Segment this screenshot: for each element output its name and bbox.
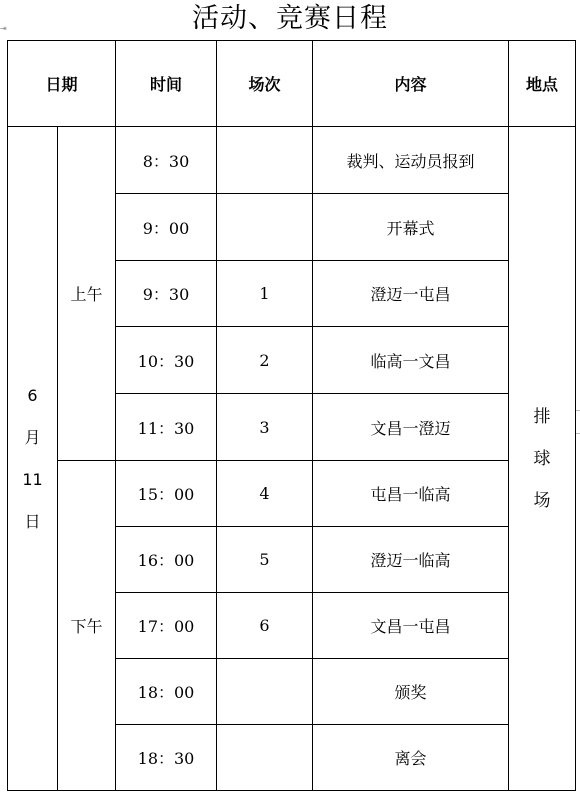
content-cell: 离会 [313, 725, 509, 791]
time-cell: 18：30 [116, 725, 217, 791]
venue-char: 排 [533, 406, 551, 427]
round-cell: 5 [217, 527, 313, 593]
round-cell [217, 725, 313, 791]
time-cell: 15：00 [116, 461, 217, 527]
time-cell: 9：00 [116, 194, 217, 261]
date-month-unit: 月 [24, 427, 41, 447]
content-cell: 澄迈一屯昌 [313, 261, 509, 327]
content-cell: 文昌一屯昌 [313, 593, 509, 659]
content-cell: 屯昌一临高 [313, 461, 509, 527]
period-afternoon: 下午 [58, 461, 116, 791]
period-morning: 上午 [58, 127, 116, 461]
date-month: 6 [27, 385, 38, 405]
page-title: 活动、竞赛日程 [192, 3, 388, 34]
header-time: 时间 [116, 41, 217, 127]
date-day: 11 [22, 469, 43, 489]
date-cell [8, 127, 58, 791]
round-cell: 4 [217, 461, 313, 527]
tab-marker-icon: ⇥ [0, 24, 7, 33]
round-cell [217, 659, 313, 725]
content-cell: 临高一文昌 [313, 327, 509, 394]
round-cell: 6 [217, 593, 313, 659]
table-row [8, 127, 576, 194]
header-venue: 地点 [509, 41, 576, 127]
round-cell: 2 [217, 327, 313, 394]
time-cell: 9：30 [116, 261, 217, 327]
header-date: 日期 [8, 41, 116, 127]
time-cell: 18：00 [116, 659, 217, 725]
content-cell: 开幕式 [313, 194, 509, 261]
time-cell: 17：00 [116, 593, 217, 659]
header-row [8, 41, 576, 127]
venue-char: 场 [533, 490, 551, 511]
time-cell: 8：30 [116, 127, 217, 194]
schedule-table [7, 40, 576, 791]
time-cell: 11：30 [116, 394, 217, 461]
round-cell [217, 194, 313, 261]
date-day-unit: 日 [24, 511, 41, 531]
content-cell: 澄迈一临高 [313, 527, 509, 593]
round-cell [217, 127, 313, 194]
content-cell: 裁判、运动员报到 [313, 127, 509, 194]
round-cell: 3 [217, 394, 313, 461]
venue-char: 球 [533, 448, 551, 469]
table-row [8, 461, 576, 527]
header-content: 内容 [313, 41, 509, 127]
time-cell: 16：00 [116, 527, 217, 593]
round-cell: 1 [217, 261, 313, 327]
header-round: 场次 [217, 41, 313, 127]
venue-cell [509, 127, 576, 791]
content-cell: 颁奖 [313, 659, 509, 725]
time-cell: 10：30 [116, 327, 217, 394]
content-cell: 文昌一澄迈 [313, 394, 509, 461]
